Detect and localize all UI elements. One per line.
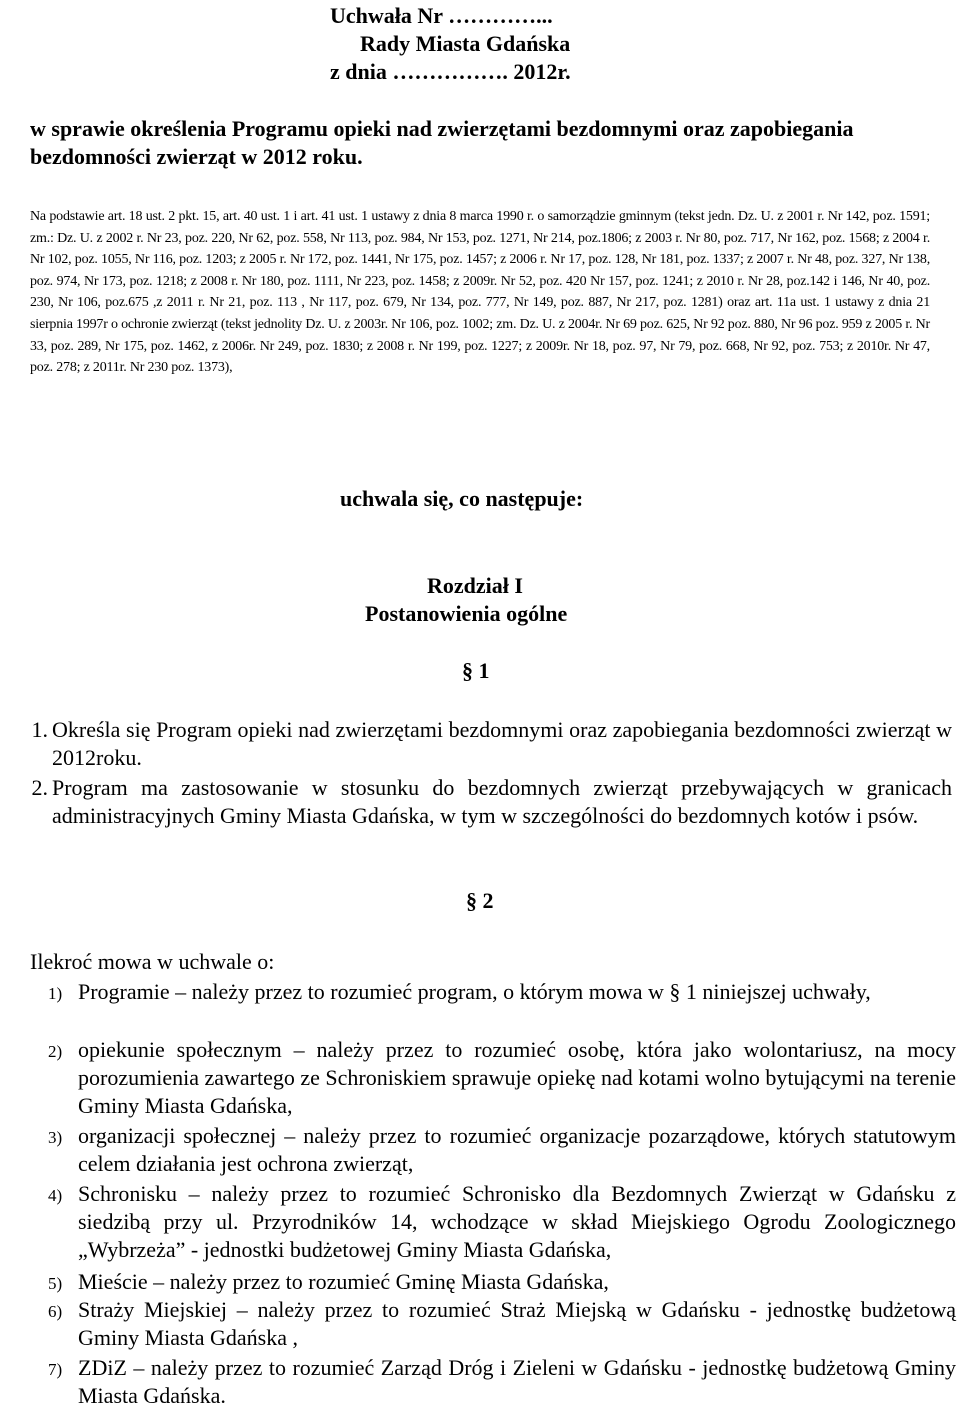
resolution-subject: w sprawie określenia Programu opieki nad zwierzętami bezdomnymi oraz zapobiegania bezdomności zwierząt w 2012 roku. xyxy=(30,116,854,169)
item-number: 2) xyxy=(48,1042,63,1061)
section-2-intro: Ilekroć mowa w uchwale o: xyxy=(30,949,275,974)
item-number: 3) xyxy=(48,1128,63,1147)
item-text: Straży Miejskiej – należy przez to rozumieć Straż Miejską w Gdańsku - jednostkę budżetową Gminy Miasta Gdańska , xyxy=(78,1297,956,1350)
definition-item xyxy=(48,1296,956,1352)
resolution-date: z dnia ……………. 2012r. xyxy=(330,59,571,84)
item-text: Mieście – należy przez to rozumieć Gminę Miasta Gdańska, xyxy=(78,1269,609,1294)
item-number: 6) xyxy=(48,1302,63,1321)
chapter-name: Postanowienia ogólne xyxy=(365,601,568,626)
item-number: 1) xyxy=(48,984,63,1003)
point-text: Program ma zastosowanie w stosunku do bezdomnych zwierząt przebywających w granicach administracyjnych Gminy Miasta Gdańska, w tym w szczególności do bezdomnych kotów i psów. xyxy=(52,775,952,828)
section-1-mark: § 1 xyxy=(462,658,490,683)
section-1-point-2 xyxy=(31,774,952,830)
definition-item xyxy=(48,978,956,1006)
chapter-title: Rozdział I xyxy=(427,573,523,598)
section-2-mark: § 2 xyxy=(466,888,494,913)
resolves-heading: uchwala się, co następuje: xyxy=(340,486,584,511)
point-number: 1. xyxy=(31,717,48,742)
definition-item xyxy=(48,1354,956,1410)
item-text: Schronisku – należy przez to rozumieć Schronisko dla Bezdomnych Zwierząt w Gdańsku z siedzibą przy ul. Przyrodników 14, wchodzące w skład Miejskiego Ogrodu Zoologicznego „Wybrzeża” - jednostki budżetowej Gminy Miasta Gdańska, xyxy=(78,1181,956,1262)
item-text: organizacji społecznej – należy przez to rozumieć organizacje pozarządowe, których statutowym celem działania jest ochrona zwierząt, xyxy=(78,1123,956,1176)
item-text: ZDiZ – należy przez to rozumieć Zarząd Dróg i Zieleni w Gdańsku - jednostkę budżetową Gminy Miasta Gdańska. xyxy=(78,1355,956,1408)
point-text: Określa się Program opieki nad zwierzętami bezdomnymi oraz zapobiegania bezdomności zwierząt w 2012roku. xyxy=(52,717,952,770)
legal-basis: Na podstawie art. 18 ust. 2 pkt. 15, art. 40 ust. 1 i art. 41 ust. 1 ustawy z dnia 8 marca 1990 r. o samorządzie gminnym (tekst jedn. Dz. U. z 2001 r. Nr 142, poz. 1591; zm.: Dz. U. z 2002 r. Nr 23, poz. 220, Nr 62, poz. 558, Nr 113, poz. 984, Nr 153, poz. 1271, Nr 214, poz.1806; z 2003 r. Nr 80, poz. 717, Nr 162, poz. 1568; z 2004 r. Nr 102, poz. 1055, Nr 116, poz. 1203; z 2005 r. Nr 172, poz. 1441, Nr 175, poz. 1457; z 2006 r. Nr 17, poz. 128, Nr 181, poz. 1337; z 2007 r. Nr 48, poz. 327, Nr 138, poz. 974, Nr 173, poz. 1218; z 2008 r. Nr 180, poz. 1111, Nr 223, poz. 1458; z 2009r. Nr 52, poz. 420 Nr 157, poz. 1241; z 2010 r. Nr 28, poz.142 i 146, Nr 40, poz. 230, Nr 106, poz.675 ,z 2011 r. Nr 21, poz. 113 , Nr 117, poz. 679, Nr 134, poz. 777, Nr 149, poz. 887, Nr 217, poz. 1281) oraz art. 11a ust. 1 ustawy z dnia 21 sierpnia 1997r o ochronie zwierząt (tekst jednolity Dz. U. z 2003r. Nr 106, poz. 1002; zm. Dz. U. z 2004r. Nr 69 poz. 625, Nr 92 poz. 880, Nr 96 poz. 959 z 2005 r. Nr 33, poz. 289, Nr 175, poz. 1462, z 2006r. Nr 249, poz. 1830; z 2008 r. Nr 199, poz. 1227; z 2009r. Nr 18, poz. 97, Nr 79, poz. 668, Nr 92, poz. 753; z 2010r. Nr 47, poz. 278; z 2011r. Nr 230 poz. 1373), xyxy=(30,209,930,376)
item-number: 4) xyxy=(48,1186,63,1205)
item-number: 7) xyxy=(48,1360,63,1379)
resolution-number: Uchwała Nr …………... xyxy=(330,3,553,28)
definition-item xyxy=(48,1180,956,1264)
definition-item xyxy=(48,1036,956,1120)
definition-item xyxy=(48,1122,956,1178)
point-number: 2. xyxy=(31,775,48,800)
item-text: Programie – należy przez to rozumieć program, o którym mowa w § 1 niniejszej uchwały, xyxy=(78,979,871,1004)
council-name: Rady Miasta Gdańska xyxy=(360,31,571,56)
definition-item xyxy=(48,1268,956,1296)
item-text: opiekunie społecznym – należy przez to rozumieć osobę, która jako wolontariusz, na mocy porozumienia zawartego ze Schroniskiem sprawuje opiekę nad kotami wolno bytującymi na terenie Gminy Miasta Gdańska, xyxy=(78,1037,956,1118)
section-1-point-1 xyxy=(31,716,952,772)
item-number: 5) xyxy=(48,1274,63,1293)
